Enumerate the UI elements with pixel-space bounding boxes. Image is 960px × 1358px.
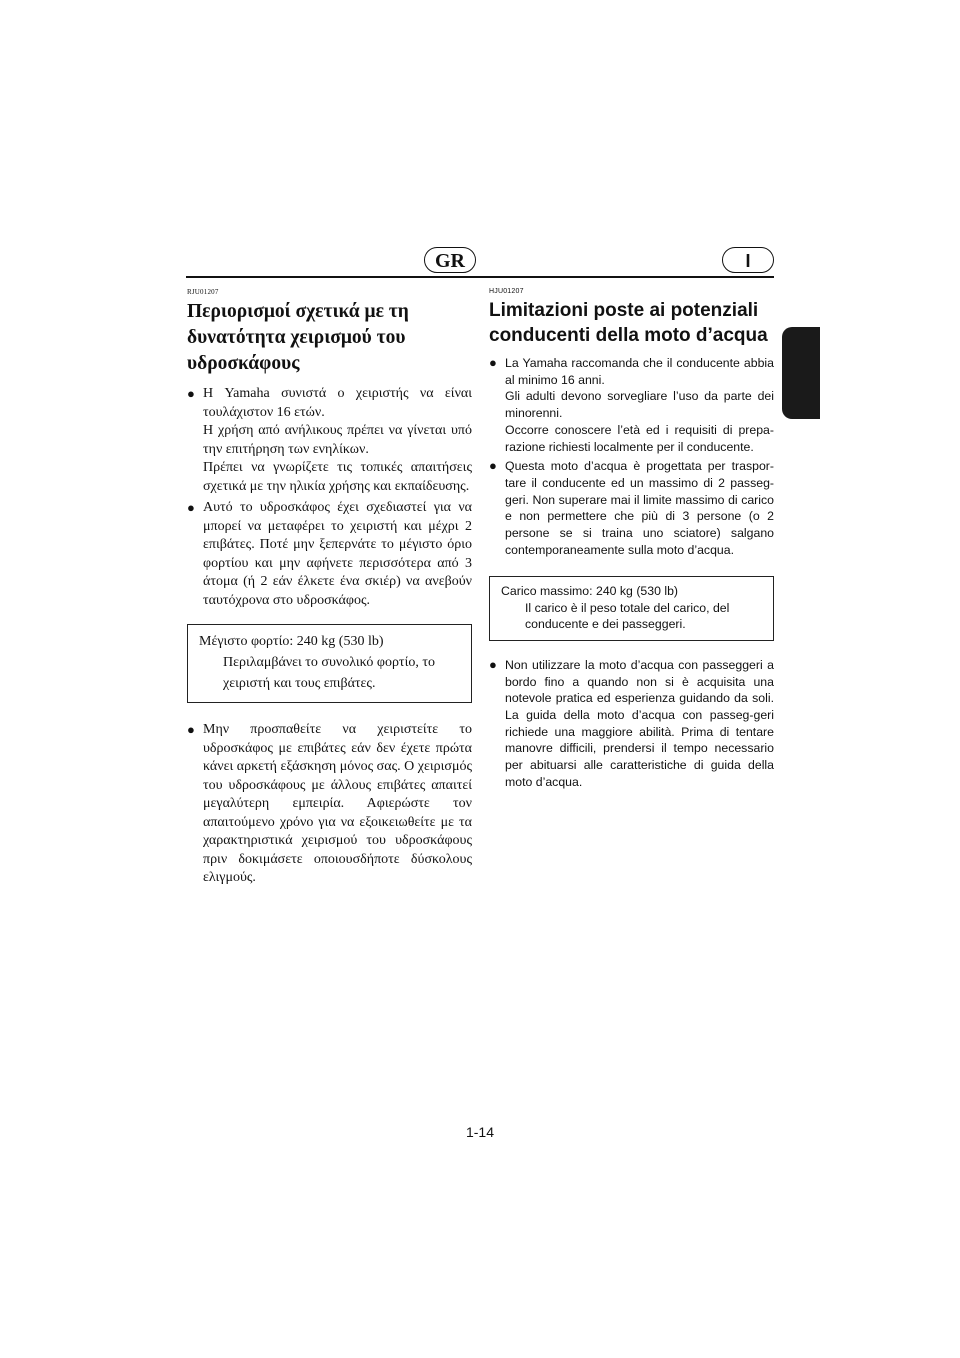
bullet-icon: ● xyxy=(489,355,497,370)
paragraph: Gli adulti devono sorvegliare l’uso da parte dei minorenni. xyxy=(505,389,774,421)
bullet-icon: ● xyxy=(187,386,195,401)
max-load-box xyxy=(489,576,774,641)
list-item xyxy=(489,458,774,558)
paragraph: Αυτό το υδροσκάφος έχει σχεδιαστεί για να μπορεί να μεταφέρει το χειριστή και μέχρι 2 επιβάτες. Ποτέ μην ξεπερνάτε το μέγιστο όριο φορτίου και μην αφήνετε περισσότερα από 3 άτομα (ή 2 εάν έλκετε ένα σκιέρ) να ανεβούν ταυτόχρονα στο υδροσκάφος. xyxy=(203,500,472,608)
page-number: 1-14 xyxy=(465,1124,495,1140)
paragraph: Non utilizzare la moto d’acqua con passeggeri a bordo fino a quando non si è acquisita una notevole pratica ed esperienza guidando da soli. La guida della moto d’acqua con passeg-geri richiede una maggiore abilità. Prima di tentare manovre difficili, prendersi il tempo necessario per abituarsi alle caratteristiche di guida della moto d’acqua. xyxy=(505,657,774,789)
paragraph: Occorre conoscere l’età ed i requisiti di prepa-razione richiesti localmente per il conducente. xyxy=(505,422,774,454)
paragraph: Η χρήση από ανήλικους πρέπει να γίνεται υπό την επιτήρηση των ενηλίκων. xyxy=(203,423,472,457)
language-badge-i: I xyxy=(722,247,774,273)
max-load-label: Μέγιστο φορτίο: 240 kg (530 lb) xyxy=(199,634,384,649)
paragraph: Μην προσπαθείτε να χειριστείτε το υδροσκάφος με επιβάτες εάν δεν έχετε πρώτα κάνει αρκετή εξάσκηση μόνος σας. Ο χειρισμός του υδροσκάφους με άλλους επιβάτες απαιτεί μεγαλύτερη εμπειρία. Αφιερώστε τον απαιτούμενο χρόνο για να εξοικειωθείτε με τα χαρακτηριστικά χειρισμού του υδροσκάφους πριν δοκιμάσετε οποιουσδήποτε δύσκολους ελιγμούς. xyxy=(203,722,472,885)
list-item xyxy=(489,355,774,455)
bullet-list xyxy=(187,385,472,610)
bullet-icon: ● xyxy=(187,500,195,515)
bullet-list xyxy=(489,657,774,791)
paragraph: Questa moto d’acqua è progettata per traspor-tare il conducente ed un massimo di 2 passeg-geri. Non superare mai il limite massimo di carico e non permettere che più di 3 persone (o 2 persone se si traina uno sciatore) salgano contemporaneamente sulla moto d’acqua. xyxy=(505,459,774,557)
paragraph: Η Yamaha συνιστά ο χειριστής να είναι τουλάχιστον 16 ετών. xyxy=(203,386,472,420)
list-item xyxy=(187,499,472,610)
bullet-icon: ● xyxy=(489,458,497,474)
section-code: RJU01207 xyxy=(187,288,219,296)
language-badge-gr: GR xyxy=(424,247,476,273)
section-thumb-tab xyxy=(782,327,820,419)
max-load-label: Carico massimo: 240 kg (530 lb) xyxy=(501,584,679,599)
greek-column xyxy=(187,286,472,888)
list-item xyxy=(187,721,472,888)
paragraph: Πρέπει να γνωρίζετε τις τοπικές απαιτήσεις σχετικά με την ηλικία χρήσης και εκπαίδευσης. xyxy=(203,460,472,494)
max-load-note: Il carico è il peso totale del carico, del conducente e dei passeggeri. xyxy=(525,600,730,632)
italian-column xyxy=(489,286,774,791)
list-item xyxy=(489,657,774,791)
bullet-list xyxy=(187,721,472,888)
bullet-icon: ● xyxy=(187,722,195,737)
header-rule xyxy=(186,276,774,278)
section-title: Limitazioni poste ai potenziali conducenti della moto d’acqua xyxy=(489,300,768,346)
list-item xyxy=(187,385,472,496)
bullet-icon: ● xyxy=(489,656,497,672)
max-load-note: Περιλαμβάνει το συνολικό φορτίο, το χειριστή και τους επιβάτες. xyxy=(223,655,435,691)
section-title: Περιορισμοί σχετικά με τη δυνατότητα χειρισμού του υδροσκάφους xyxy=(187,301,409,374)
paragraph: La Yamaha raccomanda che il conducente abbia al minimo 16 anni. xyxy=(505,356,774,387)
max-load-box xyxy=(187,624,472,703)
section-code: HJU01207 xyxy=(489,288,524,295)
bullet-list xyxy=(489,355,774,558)
